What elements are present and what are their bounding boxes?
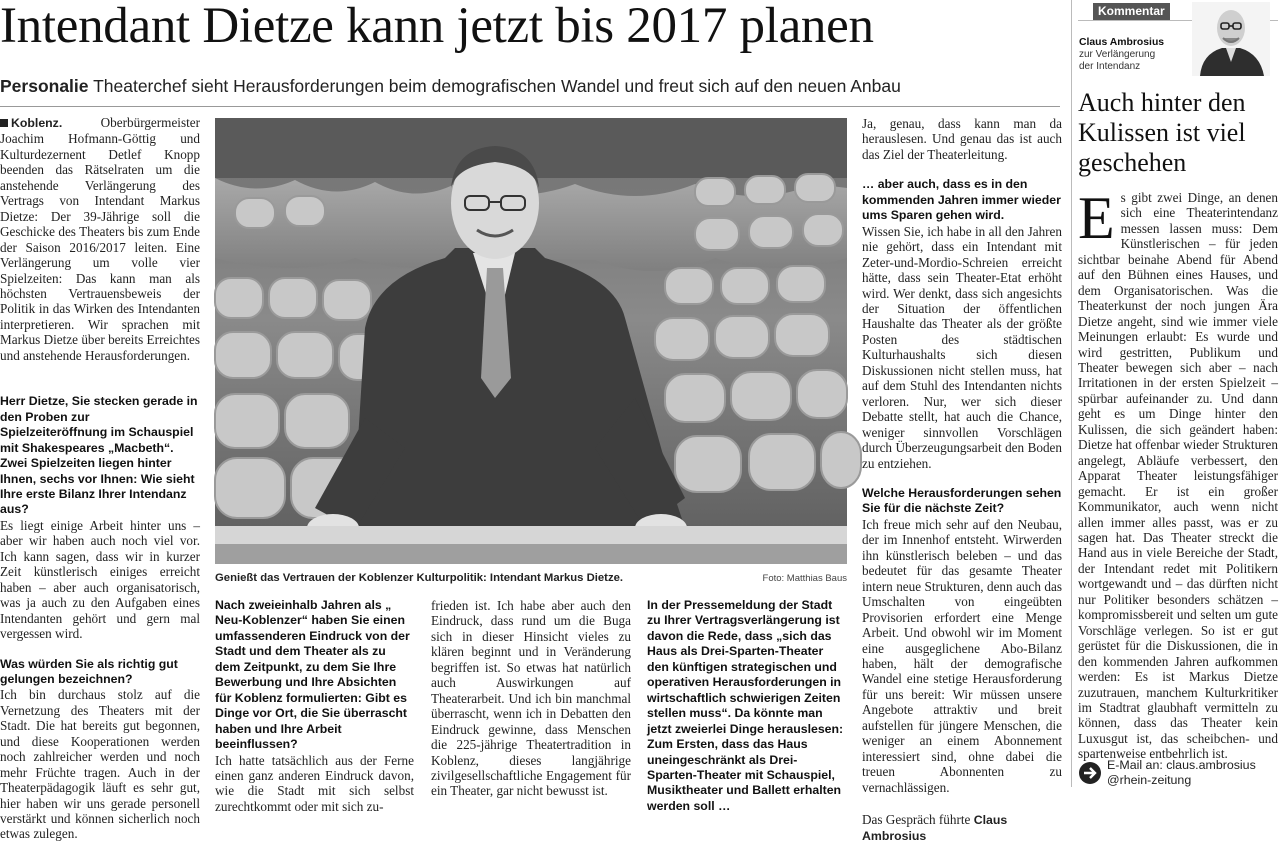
answer-6: Ich freue mich sehr auf den Neubau, der im Innenhof entsteht. Wirwerden ihn künstlerisch beleben – und das bedeutet für das gesamte Theater intern neue Strukturen, denn auch das Umschalten von eingeübten Provisorien erfordert eine Menge Arbeit. Und obwohl wir im Moment eine ausgeglichene Abo-Bilanz haben, hält der demografische Wandel eine stetige Herausforderung für uns bereit: Wir müssen unsere Angebote attraktiv und breit aufstellen für jüngere Menschen, die weniger an einem Abonnement interessiert sind, ohne dabei die treuen Abonnenten zu vernachlässigen. — [862, 516, 1062, 795]
answer-4: Ja, genau, dass kann man da herauslesen. Und genau das ist auch das Ziel der Theaterleitung. — [862, 116, 1062, 162]
arrow-right-icon — [1078, 761, 1102, 785]
interview-signoff: Das Gespräch führte Claus Ambrosius — [862, 812, 1008, 844]
caption-text: Genießt das Vertrauen der Koblenzer Kulturpolitik: Intendant Markus Dietze. — [215, 572, 624, 584]
commentary-headline: Auch hinter den Kulissen ist viel geschehen — [1078, 88, 1246, 177]
bullet-square-icon — [0, 119, 8, 127]
commentary-author: Claus Ambrosius — [1079, 37, 1165, 48]
column-2 — [215, 598, 414, 814]
column-1 — [0, 115, 200, 842]
subline-text: Theaterchef sieht Herausforderungen beim demografischen Wandel und freut sich auf den neuen Anbau — [93, 76, 901, 96]
interviewer-name: Claus Ambrosius — [862, 813, 1008, 844]
answer-2: Ich bin durchaus stolz auf die Vernetzung des Theaters mit der Stadt. Die hat bereits gut begonnen, und diese Kooperationen werden noch zahlreicher werden und noch mehr Früchte tragen. Auch in der Theaterpädagogik läuft es sehr gut, hier haben wir uns gerade personell verstärkt und können sicherlich noch etwas zulegen. — [0, 687, 200, 842]
email-user[interactable]: claus.ambrosius — [1166, 758, 1256, 772]
question-1: Herr Dietze, Sie stecken gerade in den Proben zur Spielzeiteröffnung im Schauspiel mit Shakespeares „Macbeth“. Zwei Spielzeiten liegen hinter Ihnen, sechs vor Ihnen: Wie sieht Ihre erste Bilanz Ihrer Intendanz aus? — [0, 394, 198, 517]
commentary-author-line: zur Verlängerung — [1079, 49, 1156, 60]
commentary-author-line: der Intendanz — [1079, 61, 1141, 72]
headline: Intendant Dietze kann jetzt bis 2017 planen — [0, 0, 874, 54]
dateline: Koblenz. — [11, 116, 63, 130]
commentary-author-block — [1079, 37, 1164, 73]
question-5: … aber auch, dass es in den kommenden Jahren immer wieder ums Sparen gehen wird. — [862, 177, 1061, 223]
question-2: Was würden Sie als richtig gut gelungen bezeichnen? — [0, 656, 178, 686]
author-portrait — [1192, 2, 1270, 76]
photo-caption — [215, 570, 847, 588]
column-5 — [862, 116, 1062, 844]
answer-3: Ich hatte tatsächlich aus der Ferne einen ganz anderen Eindruck davon, wie die Stadt mit sich selbst zurechtkommt oder mit sich zu- — [215, 752, 414, 814]
answer-1: Es liegt einige Arbeit hinter uns – aber wir haben auch noch viel vor. Ich kann sagen, dass wir in kurzer Zeit künstlerisch einiges erreicht haben – aber auch organisatorisch, was ja auch zu den Aufgaben eines Intendanten gehört und gern mal vergessen wird. — [0, 517, 200, 642]
question-6: Welche Herausforderungen sehen Sie für die nächste Zeit? — [862, 485, 1062, 516]
portrait-photo — [215, 118, 847, 564]
question-3: Nach zweieinhalb Jahren als „ Neu-Koblenzer“ haben Sie einen umfassenderen Eindruck von der Stadt und dem Theater als zu dem Zeitpunkt, zu dem Sie Ihre Bewerbung und Ihre Absichten für Koblenz formulierten: Gibt es Dinge vor Ort, die Sie überrascht haben und Ihre Arbeit beeinflussen? — [215, 598, 410, 752]
divider — [1071, 0, 1072, 787]
divider — [0, 106, 1060, 107]
subline-kicker: Personalie — [0, 76, 89, 96]
drop-cap: E — [1078, 185, 1115, 251]
photo-credit: Foto: Matthias Baus — [762, 573, 847, 584]
commentary-body — [1078, 185, 1278, 762]
commentary-label: Kommentar — [1093, 3, 1170, 20]
column-3 — [431, 598, 631, 799]
email-prefix: E-Mail an: — [1107, 758, 1163, 772]
intro-text: Oberbürgermeister Joachim Hofmann-Göttig und Kulturdezernent Detlef Knopp beenden das Rätselraten um die anstehende Verlängerung des Vertrags von Intendant Markus Dietze: Der 39-Jährige soll die Geschicke des Theaters bis zum Ende der Saison 2016/2017 leiten. Eine Verlängerung um volle vier Spielzeiten: Das kann man als höchsten Vertrauensbeweis der Politik in das Wirken des Intendanten interpretieren. Wir sprachen mit Markus Dietze über bereits Erreichtes und anstehende Herausforderungen. — [0, 115, 200, 363]
subline — [0, 74, 1060, 98]
answer-3-continued: frieden ist. Ich habe aber auch den Eindruck, dass rund um die Buga sich in dieser Hinsicht vieles zu klären beginnt und in Veränderung begriffen ist. So etwas hat natürlich auch Auswirkungen auf Theaterarbeit. Und ich bin manchmal überrascht, wenn ich in Debatten den Eindruck gewinne, dass Menschen die 225-jährige Theatertradition in Koblenz, dieses langjährige zivilgesellschaftliche Engagement für ein Theater, gar nicht bewusst ist. — [431, 598, 631, 799]
email-domain[interactable]: @rhein-zeitung — [1107, 773, 1192, 787]
answer-5: Wissen Sie, ich habe in all den Jahren nie gehört, dass ein Intendant mit Zeter-und-Mordio-Schreien erreicht hätte, dass sein Theater-Etat erhöht wird. Wer denkt, dass sich angesichts der Situation der öffentlichen Haushalte das Theater als der größte Posten des städtischen Kulturhaushalts sich diesen Diskussionen nicht stellen muss, hat auf dem Stuhl des Intendanten nichts verloren. Nur, wer sich dieser Debatte stellt, hat auch die Chance, weniger sinnvollen Vorschlägen durch Überzeugungsarbeit den Boden zu entziehen. — [862, 223, 1062, 471]
column-4 — [647, 598, 847, 813]
question-4: In der Pressemeldung der Stadt zu Ihrer Vertragsverlängerung ist davon die Rede, dass „sich das Haus als Drei-Sparten-Theater den künftigen strategischen und operativen Herausforderungen in wirtschaftlich schwierigen Zeiten stellen muss“. Da könnte man jetzt zweierlei Dinge herauslesen: Zum Ersten, dass das Haus uneingeschränkt als Drei-Sparten-Theater mit Schauspiel, Musiktheater und Ballett erhalten werden soll … — [647, 598, 844, 813]
commentary-text: s gibt zwei Dinge, an denen sich eine Theaterintendanz messen lassen muss: Dem Künstlerischen – für jeden sichtbar beinahe Abend für Abend auf den Bühnen eines Hauses, und dem Organisatorischen. Was die Theaterkunst der noch jungen Ära Dietze angeht, sind wie immer viele Meinungen erlaubt: Es wurde und wird gestritten, Publikum und Theater bewegen sich aber – nach Irritationen in der ersten Spielzeit – spürbar aufeinander zu. Und dann geht es um Dinge hinter den Kulissen, die sich geändert haben: Dietze hat offenbar wieder Strukturen angelegt, Abläufe verbessert, den Apparat Theater leistungsfähiger gemacht. Er ist ein großer Kommunikator, auch wenn nicht allen immer alles passt, was er zu sagen hat. Das Theater streckt die Hand aus in viele Bereiche der Stadt, der Intendant redet mit Politikern wortgewandt und – das dürften nicht nur Politiker besonders schätzen – kompromissbereit und selten um gute Vorschläge verlegen. So ist er gut gerüstet für die Diskussionen, die in den kommenden Jahren aufkommen werden: Es ist Markus Dietze zuzutrauen, manchem Kulturkritiker im Stadtrat glaubhaft vermitteln zu können, dass das Theater kein Luxusgut ist, das scheibchen- und spartenweise entbehrlich ist. — [1078, 190, 1278, 762]
